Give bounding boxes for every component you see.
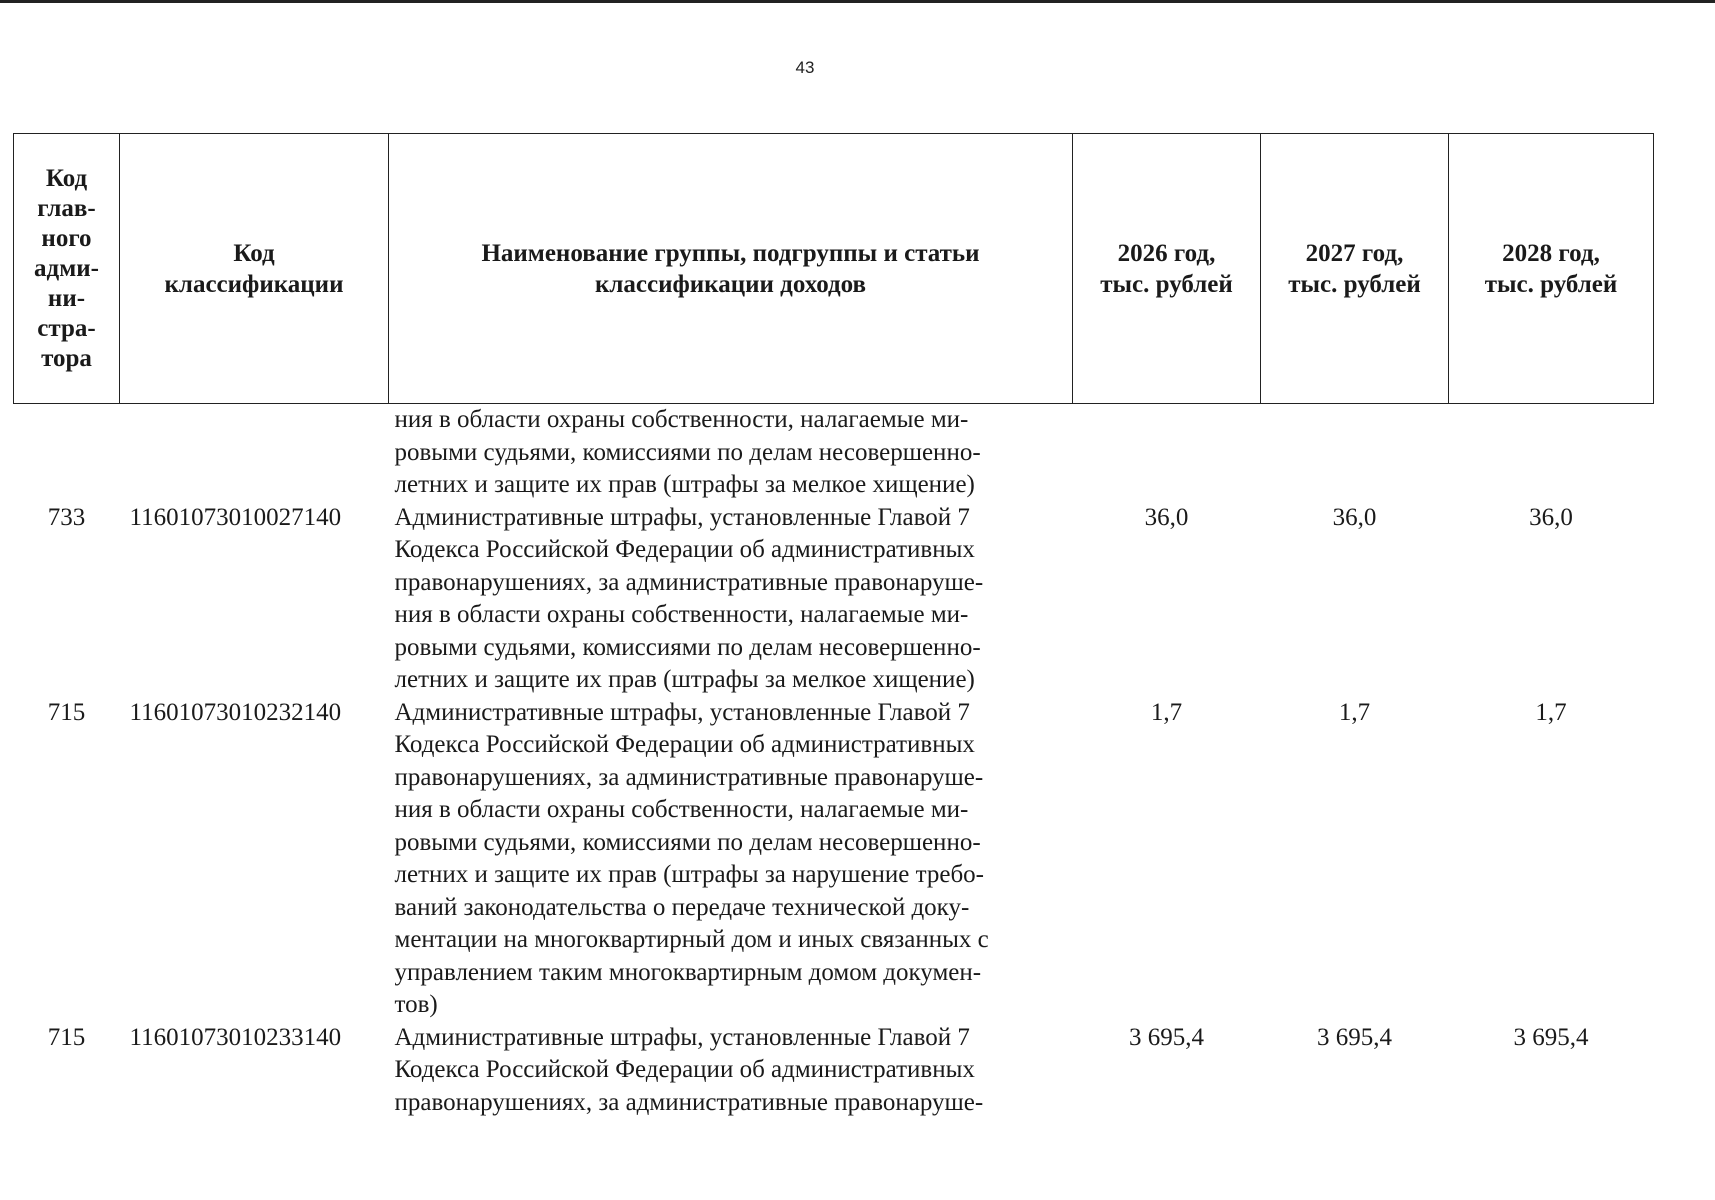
header-line: 2026 год,: [1117, 239, 1216, 267]
name-line: ровыми судьями, комиссиями по делам несовершенно-: [394, 438, 981, 466]
page-number: 43: [795, 58, 815, 77]
value-2028-cell: 36,0: [1529, 503, 1573, 531]
header-line: тора: [41, 344, 92, 372]
value-2026-cell: 36,0: [1144, 503, 1189, 531]
header-line: тыс. рублей: [1484, 270, 1618, 298]
table-row: [14, 502, 1654, 697]
header-line: ного: [41, 224, 92, 252]
name-line: управлением таким многоквартирным домом докумен-: [394, 958, 982, 986]
name-line: летних и защите их прав (штрафы за мелкое хищение): [394, 471, 975, 498]
continuation-row: [14, 404, 1654, 502]
header-year-2026: [1073, 134, 1261, 404]
value-2026-cell: 3 695,4: [1129, 1023, 1204, 1051]
name-line: ментации на многоквартирный дом и иных связанных с: [394, 926, 989, 953]
name-line: тов): [394, 991, 438, 1018]
table-row: [14, 697, 1654, 1022]
name-line: летних и защите их прав (штрафы за мелкое хищение): [394, 666, 975, 693]
header-line: стра-: [37, 314, 96, 342]
name-line: ваний законодательства о передаче технической доку-: [394, 893, 970, 921]
name-line: правонарушениях, за административные правонаруше-: [394, 1088, 984, 1116]
admin-cell: [14, 404, 120, 502]
name-line: Административные штрафы, установленные Главой 7: [394, 1023, 970, 1051]
table-header: [14, 134, 1654, 404]
header-line: 2028 год,: [1502, 239, 1600, 267]
name-cell: [389, 404, 1073, 502]
name-line: Кодекса Российской Федерации об административных: [394, 1056, 975, 1083]
header-line: ни-: [47, 284, 86, 312]
name-cell: [389, 502, 1073, 697]
header-name: [389, 134, 1073, 404]
name-line: ния в области охраны собственности, налагаемые ми-: [394, 796, 969, 823]
name-line: Кодекса Российской Федерации об административных: [394, 731, 975, 758]
code-cell: [120, 404, 389, 502]
header-line: классификации: [164, 270, 344, 298]
header-line: Код: [45, 164, 88, 192]
classification-code-cell: 11601073010027140: [129, 503, 342, 531]
header-year-2027: [1261, 134, 1449, 404]
name-line: ния в области охраны собственности, налагаемые ми-: [394, 406, 969, 433]
value-2027-cell: 1,7: [1338, 698, 1371, 726]
header-line: тыс. рублей: [1288, 270, 1421, 298]
revenue-table: [13, 133, 1654, 1119]
name-line: Административные штрафы, установленные Главой 7: [394, 503, 970, 531]
value-2026-cell: 1,7: [1150, 698, 1183, 726]
name-line: ния в области охраны собственности, налагаемые ми-: [394, 601, 969, 628]
classification-code-cell: 11601073010232140: [129, 698, 342, 726]
header-line: Наименование группы, подгруппы и статьи: [481, 239, 980, 267]
header-classification-code: [120, 134, 389, 404]
name-line: правонарушениях, за административные правонаруше-: [394, 763, 984, 791]
name-line: летних и защите их прав (штрафы за нарушение требо-: [394, 861, 985, 888]
value-2028-cell: 3 695,4: [1513, 1023, 1589, 1051]
name-line: правонарушениях, за административные правонаруше-: [394, 568, 984, 596]
admin-code-cell: 715: [47, 1023, 86, 1051]
value-2026-cell: [1073, 404, 1261, 502]
classification-code-cell: 11601073010233140: [129, 1023, 342, 1051]
value-2027-cell: 36,0: [1332, 503, 1377, 531]
value-2027-cell: [1261, 404, 1449, 502]
name-line: Кодекса Российской Федерации об административных: [394, 536, 975, 563]
admin-code-cell: 733: [47, 503, 86, 531]
header-line: 2027 год,: [1305, 239, 1404, 267]
header-line: адми-: [34, 254, 99, 282]
header-line: Код: [233, 239, 275, 267]
header-year-2028: [1449, 134, 1654, 404]
name-cell: [389, 697, 1073, 1022]
value-2028-cell: [1449, 404, 1654, 502]
name-line: ровыми судьями, комиссиями по делам несовершенно-: [394, 633, 981, 661]
header-line: классификации доходов: [594, 270, 867, 298]
admin-code-cell: 715: [47, 698, 86, 726]
name-cell: [389, 1022, 1073, 1120]
header-admin-code: [14, 134, 120, 404]
name-line: ровыми судьями, комиссиями по делам несовершенно-: [394, 828, 981, 856]
header-line: глав-: [37, 194, 96, 222]
table-row: [14, 1022, 1654, 1120]
top-border-line: [0, 0, 1715, 3]
value-2028-cell: 1,7: [1535, 698, 1567, 726]
value-2027-cell: 3 695,4: [1317, 1023, 1392, 1051]
name-line: Административные штрафы, установленные Главой 7: [394, 698, 970, 726]
header-line: тыс. рублей: [1100, 270, 1233, 298]
